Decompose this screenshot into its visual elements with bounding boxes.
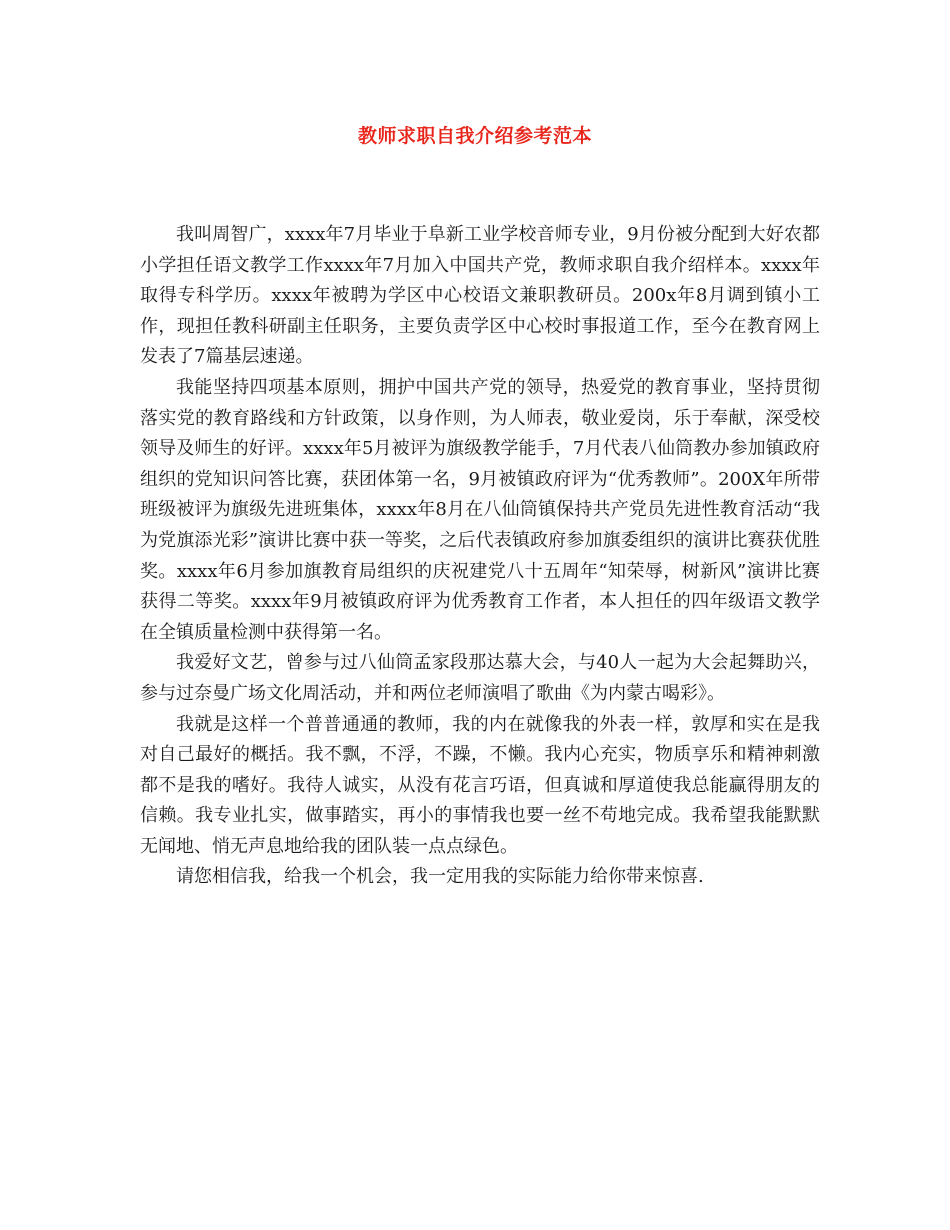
paragraph-political-achievements: 我能坚持四项基本原则，拥护中国共产党的领导，热爱党的教育事业，坚持贯彻落实党的教育路线和方针政策，以身作则，为人师表，敬业爱岗，乐于奉献，深受校领导及师生的好评。xxxx年5月被评为旗级教学能手，7月代表八仙筒教办参加镇政府组织的党知识问答比赛，获团体第一名，9月被镇政府评为“优秀教师”。200X年所带班级被评为旗级先进班集体，xxxx年8月在八仙筒镇保持共产党员先进性教育活动“我为党旗添光彩”演讲比赛中获一等奖，之后代表镇政府参加旗委组织的演讲比赛获优胜奖。xxxx年6月参加旗教育局组织的庆祝建党八十五周年“知荣辱，树新风”演讲比赛获得二等奖。xxxx年9月被镇政府评为优秀教育工作者，本人担任的四年级语文教学在全镇质量检测中获得第一名。 <box>140 376 820 643</box>
paragraph-hobbies: 我爱好文艺，曾参与过八仙筒孟家段那达慕大会，与40人一起为大会起舞助兴，参与过奈曼广场文化周活动，并和两位老师演唱了歌曲《为内蒙古喝彩》。 <box>140 652 820 704</box>
paragraph-personal-background: 我叫周智广，xxxx年7月毕业于阜新工业学校音师专业，9月份被分配到大好农都小学担任语文教学工作xxxx年7月加入中国共产党，教师求职自我介绍样本。xxxx年取得专科学历。xxxx年被聘为学区中心校语文兼职教研员。200x年8月调到镇小工作，现担任教科研副主任职务，主要负责学区中心校时事报道工作，至今在教育网上发表了7篇基层速递。 <box>140 224 820 368</box>
document-title: 教师求职自我介绍参考范本 <box>357 125 592 147</box>
paragraph-closing: 请您相信我，给我一个机会，我一定用我的实际能力给你带来惊喜. <box>176 866 704 888</box>
document-body <box>140 220 820 893</box>
paragraph-character: 我就是这样一个普普通通的教师，我的内在就像我的外表一样，敦厚和实在是我对自己最好的概括。我不飘，不浮，不躁，不懒。我内心充实，物质享乐和精神刺激都不是我的嗜好。我待人诚实，从没有花言巧语，但真诚和厚道使我总能赢得朋友的信赖。我专业扎实，做事踏实，再小的事情我也要一丝不苟地完成。我希望我能默默无闻地、悄无声息地给我的团队装一点点绿色。 <box>140 713 820 857</box>
